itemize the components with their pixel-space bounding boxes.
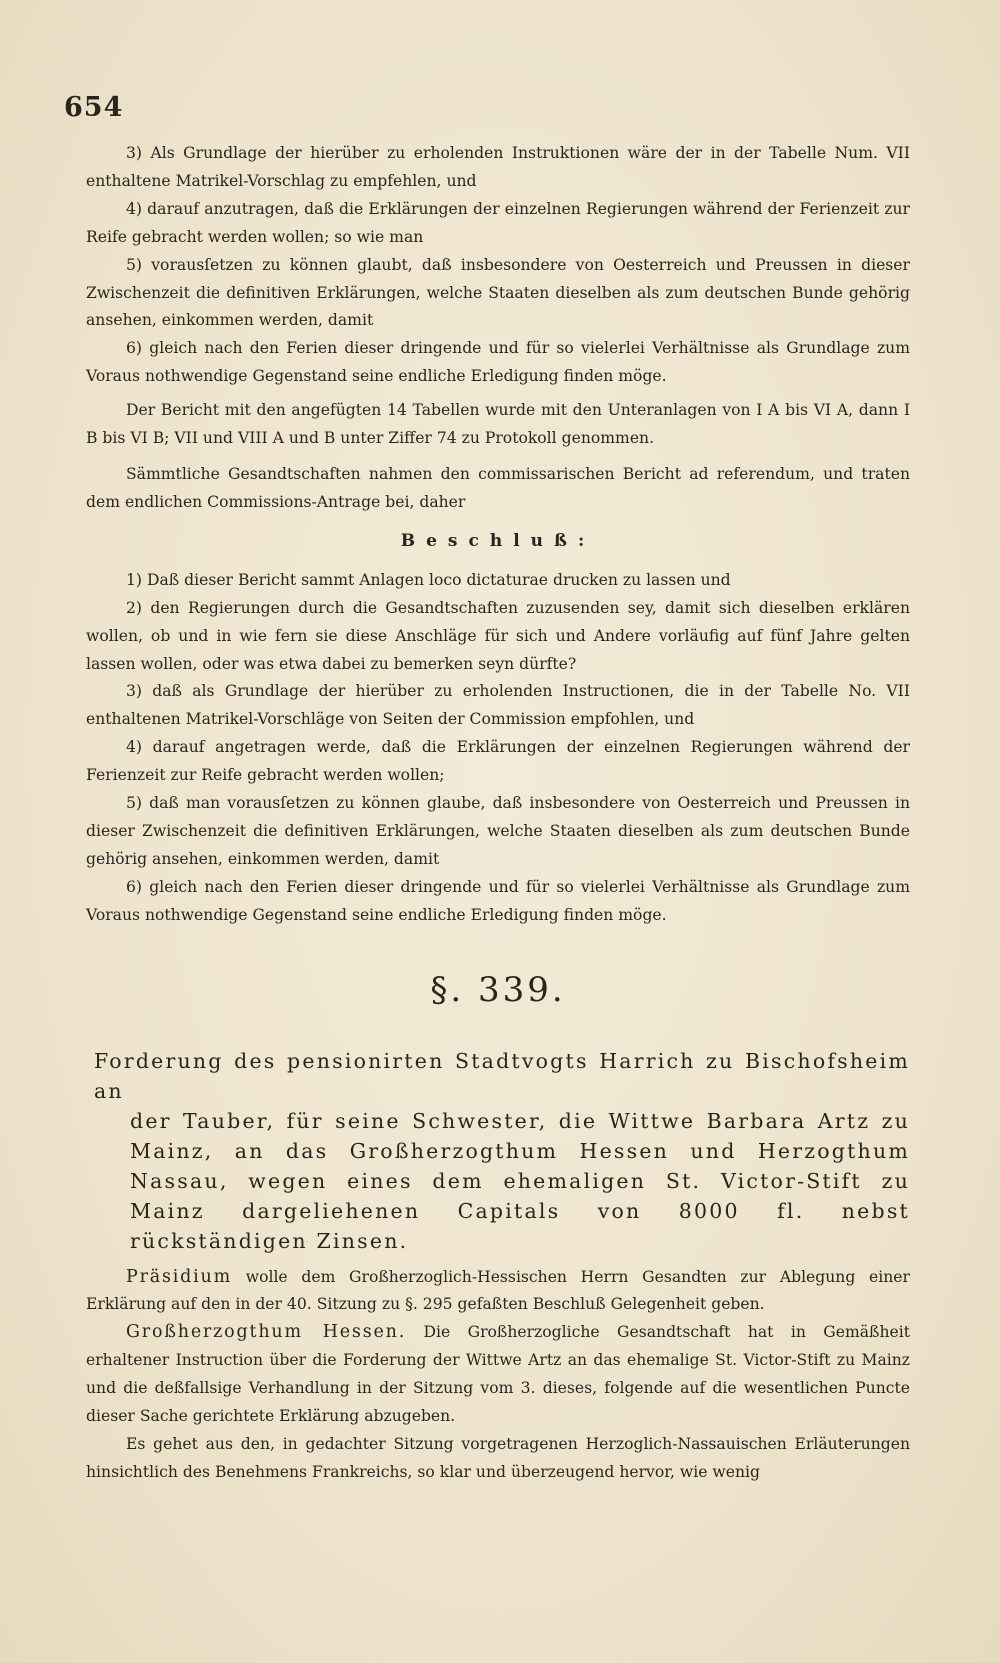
page-body bbox=[86, 140, 910, 1487]
hessen-paragraph bbox=[86, 1319, 910, 1431]
presidium-text: wolle dem Großherzoglich-Hessischen Herrn Gesandten zur Ablegung einer Erklärung auf den in der 40. Sitzung zu §. 295 gefaßten Beschluß Gelegenheit geben. bbox=[86, 1267, 910, 1314]
page-number: 654 bbox=[64, 92, 124, 123]
proposal-item: 3) Als Grundlage der hierüber zu erholenden Instruktionen wäre der in der Tabelle Num. VII enthaltene Matrikel-Vorschlag zu empfehlen, und bbox=[86, 144, 910, 190]
resolution-item: 5) daß man vorausſetzen zu können glaube, daß insbesondere von Oesterreich und Preussen in dieser Zwischenzeit die definitiven Erklärungen, welche Staaten dieselben als zum deutschen Bunde gehörig ansehen, einkommen werden, damit bbox=[86, 794, 910, 868]
section-heading-continuation: der Tauber, für seine Schwester, die Wittwe Barbara Artz zu Mainz, an das Großherzogthum Hessen und Herzogthum Nassau, wegen eines dem ehemaligen St. Victor-Stift zu Mainz dargeliehenen Capitals von 8000 fl. nebst rückständigen Zinsen. bbox=[130, 1108, 910, 1253]
presidium-paragraph bbox=[86, 1264, 910, 1320]
resolution-item: 2) den Regierungen durch die Gesandtschaften zuzusenden sey, damit sich dieselben erklären wollen, ob und in wie fern sie diese Anschläge für sich und Andere vorläufig auf fünf Jahre gelten lassen wollen, oder was etwa dabei zu bemerken seyn dürfte? bbox=[86, 598, 910, 673]
proposal-item: 4) darauf anzutragen, daß die Erklärungen der einzelnen Regierungen während der Ferienzeit zur Reife gebracht werden wollen; so wie man bbox=[86, 199, 910, 246]
resolution-heading: Beschluß: bbox=[400, 530, 596, 551]
resolution-item: 3) daß als Grundlage der hierüber zu erholenden Instructionen, die in der Tabelle No. VII enthaltenen Matrikel-Vorschläge von Seiten der Commission empfohlen, und bbox=[86, 682, 910, 729]
closing-paragraph: Es gehet aus den, in gedachter Sitzung vorgetragenen Herzoglich-Nassauischen Erläuterungen hinsichtlich des Benehmens Frankreichs, so klar und überzeugend hervor, wie wenig bbox=[86, 1435, 910, 1481]
report-note: Der Bericht mit den angefügten 14 Tabellen wurde mit den Unteranlagen von I A bis VI A, dann I B bis VI B; VII und VIII A und B unter Ziffer 74 zu Protokoll genommen. bbox=[86, 401, 910, 448]
resolution-items bbox=[86, 567, 910, 930]
resolution-item: 4) darauf angetragen werde, daß die Erklärungen der einzelnen Regierungen während der Ferienzeit zur Reife gebracht werden wollen; bbox=[86, 738, 910, 785]
hessen-label: Großherzogthum Hessen. bbox=[126, 1322, 407, 1343]
presidium-label: Präsidium bbox=[126, 1266, 233, 1287]
legations-note: Sämmtliche Gesandtschaften nahmen den commissarischen Bericht ad referendum, und traten dem endlichen Commissions-Antrage bei, daher bbox=[86, 464, 910, 511]
section-heading bbox=[86, 1046, 910, 1256]
resolution-item: 1) Daß dieser Bericht sammt Anlagen loco dictaturae drucken zu lassen und bbox=[126, 570, 731, 589]
proposal-item: 5) vorausſetzen zu können glaubt, daß insbesondere von Oesterreich und Preussen in dieser Zwischenzeit die definitiven Erklärungen, welche Staaten dieselben als zum deutschen Bunde gehörig ansehen, einkommen werden, damit bbox=[86, 255, 910, 330]
hessen-text: Die Großherzogliche Gesandtschaft hat in Gemäßheit erhaltener Instruction über die Forderung der Wittwe Artz an das ehemalige St. Victor-Stift zu Mainz und die deßfallsige Verhandlung in der Sitzung vom 3. dieses, folgende auf die wesentlichen Puncte dieser Sache gerichtete Erklärung abzugeben. bbox=[86, 1323, 910, 1426]
resolution-item: 6) gleich nach den Ferien dieser dringende und für so vielerlei Verhältnisse als Grundlage zum Voraus nothwendige Gegenstand seine endliche Erledigung finden möge. bbox=[86, 877, 910, 924]
proposal-item: 6) gleich nach den Ferien dieser dringende und für so vielerlei Verhältnisse als Grundlage zum Voraus nothwendige Gegenstand seine endliche Erledigung finden möge. bbox=[86, 339, 910, 386]
section-heading-first-line: Forderung des pensionirten Stadtvogts Harrich zu Bischofsheim an bbox=[94, 1048, 910, 1103]
section-number: §. 339. bbox=[430, 969, 566, 1010]
commission-proposals bbox=[86, 140, 910, 391]
